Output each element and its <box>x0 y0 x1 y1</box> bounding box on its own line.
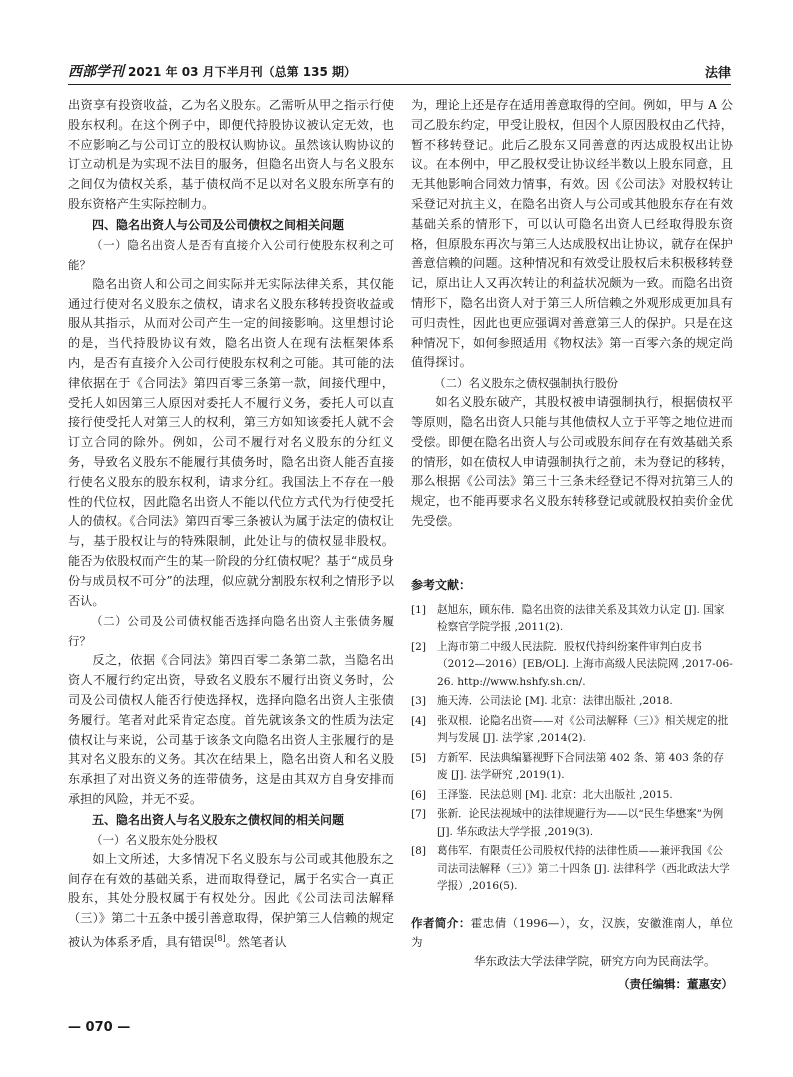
paragraph: 如上文所述，大多情况下名义股东与公司或其他股东之间存在有效的基础关系，进而取得登记，属于名实合一真正股东，其处分股权属于有权处分。因此《公司法司法解释（三）》第二十五条中援引善意取得，保护第三人信赖的规定被认为体系矛盾，具有错误[8]。然笔者认 <box>68 851 394 949</box>
reference-list <box>411 602 733 896</box>
reference-item: [3] 施天涛．公司法论 [M]. 北京：法律出版社 ,2018. <box>411 695 673 708</box>
paragraph: 出资享有投资收益，乙为名义股东。乙需听从甲之指示行使股东权利。在这个例子中，即便代持股协议被认定无效，也不应影响乙与公司订立的股权认购协议。虽然该认购协议的订立动机是为实现不法目的服务，但隐名出资人与名义股东之间仅为债权关系，基于债权尚不足以对名义股东所享有的股东资格产生实际控制力。 <box>68 98 394 211</box>
reference-item: [1] 赵旭东，顾东伟．隐名出资的法律关系及其效力认定 [J]. 国家检察官学院学报 ,2011(2). <box>411 603 725 634</box>
section-heading: 五、隐名出资人与名义股东之债权间的相关问题 <box>92 812 345 827</box>
right-column <box>411 96 733 994</box>
subsection-heading: （一）隐名出资人是否有直接介入公司行使股东权利之可能？ <box>68 237 394 272</box>
subsection-heading: （二）名义股东之债权强制执行股份 <box>434 376 618 391</box>
author-label: 作者简介： <box>411 915 471 930</box>
reference-item: [4] 张双根．论隐名出资——对《公司法解释（三）》相关规定的批判与发展 [J]. 法学家 ,2014(2). <box>411 714 729 745</box>
references-title: 参考文献： <box>411 577 472 592</box>
left-column <box>68 96 394 953</box>
issue-info: 2021 年 03 月下半月刊（总第 135 期） <box>128 65 357 79</box>
editor-note: （责任编辑：董惠安） <box>618 976 733 991</box>
section-heading: 四、隐名出资人与公司及公司债权之间相关问题 <box>92 217 345 232</box>
reference-item: [6] 王泽鉴．民法总则 [M]. 北京：北大出版社 ,2015. <box>411 788 673 801</box>
paragraph: 为，理论上还是存在适用善意取得的空间。例如，甲与 A 公司乙股东约定，甲受让股权，但因个人原因股权由乙代持，暂不移转登记。此后乙股东又同善意的丙达成股权出让协议。在本例中，甲乙股权受让协议经半数以上股东同意，且无其他影响合同效力情事，有效。因《公司法》对股权转让采登记对抗主义，在隐名出资人与公司或其他股东存在有效基础关系的情形下，可以认可隐名出资人已经取得股东资格，但原股东再次与第三人达成股权出让协议，就存在保护善意信赖的问题。这种情况和有效受让股权后未积极移转登记，原出让人又再次转让的利益状况颇为一致。而隐名出资情形下，隐名出资人对于第三人所信赖之外观形成更加具有可归责性，因此也更应强调对善意第三人的保护。只是在这种情况下，如何参照适用《物权法》第一百零六条的规定尚值得探讨。 <box>411 98 733 370</box>
reference-item: [7] 张新．论民法视域中的法律规避行为——以“民生华懋案”为例 [J]. 华东政法大学学报 ,2019(3). <box>411 808 724 838</box>
paragraph: 隐名出资人和公司之间实际并无实际法律关系，其仅能通过行使对名义股东之债权，请求名义股东移转投资收益或服从其指示，从而对公司产生一定的间接影响。这里想讨论的是，当代持股协议有效，隐名出资人在现有法框架体系内，是否有直接介入公司行使股东权利之可能。其可能的法律依据在于《合同法》第四百零三条第一款，间接代理中，受托人如因第三人原因对委托人不履行义务，委托人可以直接行使受托人对第三人的权利，第三方如知该委托人就不会订立合同的除外。例如，公司不履行对名义股东的分红义务，导致名义股东不能履行其债务时，隐名出资人能否直接行使名义股东的股东权利，请求分红。我国法上不存在一般性的代位权，因此隐名出资人不能以代位方式代为行使受托人的债权。《合同法》第四百零三条被认为属于法定的债权让与，基于股权让与的特殊限制，此处让与的债权显非股权。能否为依股权而产生的某一阶段的分红债权呢？基于“成员身份与成员权不可分”的法理，似应就分割股东权利之情形予以否认。 <box>68 276 394 608</box>
reference-item: [8] 葛伟军．有限责任公司股权代持的法律性质——兼评我国《公司法司法解释（三）》第二十四条 [J]. 法律科学（西北政法大学学报）,2016(5). <box>411 845 730 893</box>
page-number: — 070 — <box>68 1020 131 1035</box>
citation-ref: [8] <box>214 933 226 943</box>
running-header <box>68 62 731 85</box>
paragraph: 反之，依据《合同法》第四百零二条第二款，当隐名出资人不履行约定出资，导致名义股东不履行出资义务时，公司及公司债权人能否行使选择权，选择向隐名出资人主张债务履行。笔者对此采肯定态度。首先就该条文的性质为法定债权让与来说，公司基于该条文向隐名出资人主张履行的是其对名义股东的义务。其次在结果上，隐名出资人和名义股东承担了对出资义务的连带债务，这是由其双方自身安排而承担的风险，并无不妥。 <box>68 653 394 806</box>
author-bio: 作者简介：霍忠倩（1996—），女，汉族，安徽淮南人，单位为 华东政法大学法律学院，研究方向为民商法学。 <box>411 915 734 968</box>
subsection-heading: （二）公司及公司债权能否选择向隐名出资人主张债务履行？ <box>68 614 394 649</box>
reference-item: [5] 方新军．民法典编纂视野下合同法第 402 条、第 403 条的存废 [J]. 法学研究 ,2019(1). <box>411 751 724 782</box>
paragraph: 如名义股东破产，其股权被申请强制执行，根据债权平等原则，隐名出资人只能与其他债权人立于平等之地位进而受偿。即便在隐名出资人与公司或股东间存在有效基础关系的情形，如在债权人申请强制执行之前，未为登记的移转，那么根据《公司法》第三十三条未经登记不得对抗第三人的规定，也不能再要求名义股东转移登记或就股权拍卖价金优先受偿。 <box>411 395 733 528</box>
journal-logo: 西部学刊 <box>68 64 124 80</box>
section-label: 法律 <box>704 66 731 81</box>
reference-item: [2] 上海市第二中级人民法院．股权代持纠纷案件审判白皮书（2012—2016）[EB/OL]. 上海市高级人民法院网 ,2017-06-26. http://www.hshfy.sh.cn/. <box>411 640 733 688</box>
subsection-heading: （一）名义股东处分股权 <box>91 832 218 847</box>
